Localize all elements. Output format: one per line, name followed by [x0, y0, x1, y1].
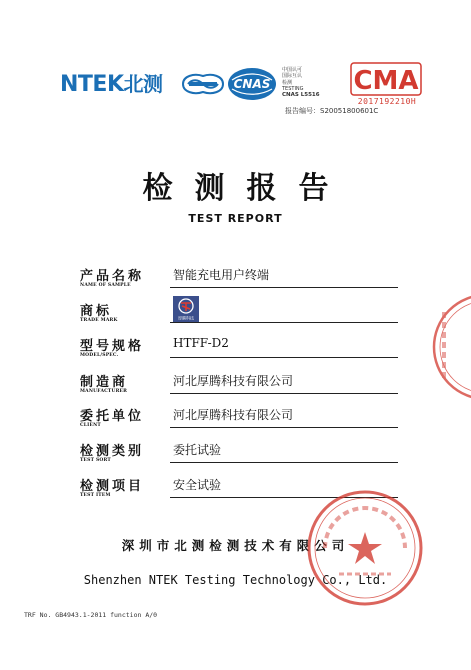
- cma-logo-icon: [350, 62, 422, 96]
- cnas-info: [282, 67, 342, 98]
- field-label-en: TEST ITEM: [80, 493, 111, 498]
- form-identifier: TRF No. GB4943.1-2011 function A/0: [24, 611, 158, 619]
- company-name-cn: 深圳市北测检测技术有限公司: [121, 538, 350, 553]
- underline: [170, 322, 398, 323]
- ilac-mra-logo-icon: [180, 70, 226, 98]
- brand-latin: NTEK: [60, 72, 124, 97]
- underline: [170, 462, 398, 463]
- field-model: [80, 335, 400, 365]
- cnas-info-line-3: 检测: [282, 79, 293, 86]
- field-label: 检测类别: [80, 444, 145, 459]
- company-name-en: Shenzhen NTEK Testing Technology Co., Ltd.: [83, 573, 388, 587]
- underline: [170, 287, 398, 288]
- cnas-info-number: CNAS L5516: [282, 92, 320, 99]
- page-title: 检测报告: [142, 171, 351, 206]
- cnas-info-line-1: 中国认可: [282, 67, 303, 73]
- report-number: 报告编号：S20051800601C: [285, 107, 379, 115]
- field-label: 制造商: [80, 375, 129, 390]
- cnas-logo-icon: [226, 66, 278, 102]
- underline: [170, 357, 398, 358]
- trademark-logo-icon: [173, 296, 199, 322]
- field-label-en: MANUFACTURER: [80, 389, 128, 394]
- cma-logo-text: CMA: [353, 66, 419, 96]
- cma-number: 2017192210H: [357, 97, 417, 106]
- field-label: 型号规格: [80, 339, 145, 354]
- field-value: 河北厚腾科技有限公司: [173, 374, 294, 388]
- field-value: 智能充电用户终端: [173, 268, 270, 282]
- underline: [170, 393, 398, 394]
- ntek-logo: [60, 68, 180, 98]
- side-seal-icon: [430, 292, 471, 402]
- field-label-en: CLIENT: [80, 423, 101, 428]
- field-label-en: NAME OF SAMPLE: [80, 283, 131, 288]
- cnas-info-line-2: 国际互认: [282, 73, 303, 80]
- brand-cn: 北测: [123, 72, 163, 96]
- field-test-sort: [80, 440, 400, 470]
- field-trade-mark: [80, 300, 400, 330]
- field-value: HTFF-D2: [173, 336, 229, 350]
- field-label: 检测项目: [80, 479, 145, 494]
- field-label-en: TRADE MARK: [80, 318, 118, 323]
- field-label-en: TEST SORT: [80, 458, 111, 463]
- underline: [170, 427, 398, 428]
- field-label: 商标: [80, 304, 113, 319]
- field-label-en: MODEL/SPEC.: [80, 353, 119, 358]
- company-seal-icon: [305, 488, 425, 608]
- field-label: 产品名称: [80, 269, 145, 284]
- page-title-en: TEST REPORT: [188, 212, 283, 225]
- field-manufacturer: [80, 371, 400, 401]
- field-sample-name: [80, 265, 400, 295]
- field-label: 委托单位: [80, 409, 145, 424]
- trademark-text: 厚腾科技: [178, 315, 194, 321]
- cnas-info-line-4: TESTING: [282, 85, 304, 92]
- field-client: [80, 405, 400, 435]
- field-value: 安全试验: [173, 478, 222, 492]
- field-value: 委托试验: [173, 443, 222, 457]
- field-value: 河北厚腾科技有限公司: [173, 408, 294, 422]
- cnas-logo-text: CNAS: [233, 77, 271, 91]
